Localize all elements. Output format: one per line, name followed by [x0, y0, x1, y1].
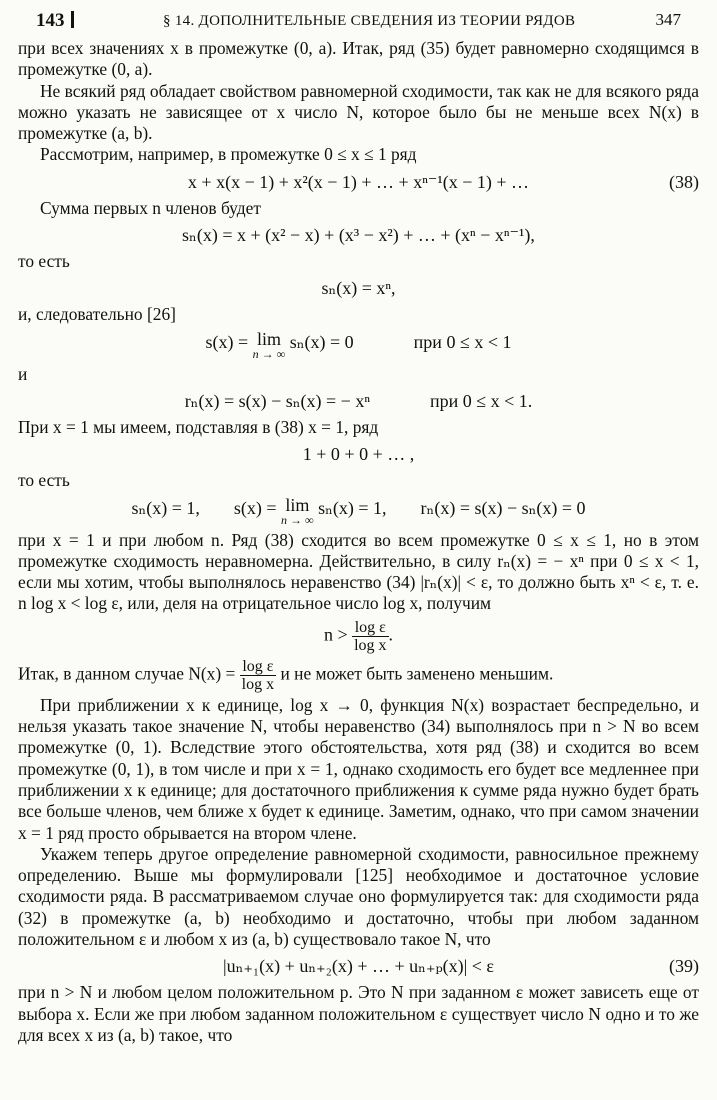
paragraph — [18, 658, 699, 693]
equation-condition: при 0 ≤ x < 1. — [430, 390, 533, 411]
paragraph: и, следовательно [26] — [18, 304, 176, 325]
equation-part — [234, 496, 387, 526]
lim-subscript: n → ∞ — [281, 512, 314, 527]
paragraph: при всех значениях x в промежутке (0, a). Итак, ряд (35) будет равномерно сходящимся в промежутке (0, a). — [18, 38, 699, 80]
paragraph: Не всякий ряд обладает свойством равномерной сходимости, так как не для всякого ряда можно указать не зависящее от x число N, которое было бы не меньше всех N(x) в промежутке (a, b). — [18, 80, 699, 144]
equation-39 — [18, 954, 699, 978]
equation-body: x + x(x − 1) + x²(x − 1) + … + xⁿ⁻¹(x − 1) + … — [187, 171, 530, 192]
equation-body: |uₙ₊₁(x) + uₙ₊₂(x) + … + uₙ₊ₚ(x)| < ε — [223, 956, 494, 977]
limit-operator — [253, 330, 286, 360]
equation-n-bound — [18, 619, 699, 654]
equation-part: sₙ(x) = 1, — [131, 497, 200, 518]
fraction-denominator: log x — [354, 636, 387, 654]
paragraph: Сумма первых n членов будет — [40, 197, 261, 218]
equation-body: rₙ(x) = s(x) − sₙ(x) = − xⁿ — [184, 390, 371, 411]
lim-subscript: n → ∞ — [252, 346, 286, 361]
page-number: 347 — [655, 10, 681, 29]
equation-38 — [18, 170, 699, 194]
equation-part: n > — [323, 624, 348, 645]
paragraph: При x = 1 мы имеем, подставляя в (38) x = 1, ряд — [18, 416, 379, 437]
equation-number: (38) — [669, 171, 699, 192]
paragraph: При приближении x к единице, log x → 0, функция N(x) возрастает беспредельно, и нельзя указать такое значение N, чтобы неравенство (34) выполнялось при n > N во всем промежутке (0, 1). Вследствие этого обстоятельства, хотя ряд (38) и сходится во всем промежутке (0, 1), в том числе и при x = 1, однако сходимость его будет все медленнее при приближении x к единице; для достаточного приближения к сумме ряда нужно будет брать все больше членов, чем ближе x будет к единице. Заметим, однако, что при самом значении x = 1 ряд просто обрывается на втором члене. — [18, 694, 699, 843]
fraction-numerator: log ε — [240, 658, 276, 676]
equation-limit — [18, 330, 699, 360]
lim-text: lim — [256, 328, 281, 349]
equation-subpart: sₙ(x) = 1, — [318, 497, 387, 518]
lim-text: lim — [285, 494, 310, 515]
running-header — [18, 0, 699, 38]
equation-body: sₙ(x) = x + (x² − x) + (x³ − x²) + … + (xⁿ − xⁿ⁻¹), — [182, 225, 535, 246]
equation-body — [206, 330, 354, 360]
paragraph: при n > N и любом целом положительном p. Это N при заданном ε может зависеть еще от выбора x. Если же при любом заданном положительном ε существует число N одно и то же для всех x из (a, b) такое, что — [18, 982, 699, 1045]
equation-body: sₙ(x) = xⁿ, — [321, 278, 396, 299]
page-ref: 143 — [36, 10, 74, 32]
equation-remainder — [18, 389, 699, 413]
equation-triple — [18, 496, 699, 526]
equation-ones — [18, 442, 699, 466]
fraction — [352, 619, 388, 654]
paragraph: то есть — [18, 470, 70, 491]
paragraph: то есть — [18, 251, 70, 272]
equation-sn — [18, 223, 699, 247]
fraction-denominator: log x — [241, 675, 275, 693]
text-run: Итак, в данном случае N(x) = — [18, 663, 236, 684]
paragraph: и — [18, 363, 28, 384]
text-run: и не может быть заменено меньшим. — [280, 663, 554, 684]
equation-number: (39) — [669, 956, 699, 977]
fraction — [240, 658, 276, 693]
paragraph: Укажем теперь другое определение равномерной сходимости, равносильное прежнему определению. Выше мы формулировали [125] необходимое и достаточное условие сходимости ряда. В рассматриваемом случае оно формулируется так: для сходимости ряда (32) в промежутке (a, b) необходимо и достаточно, чтобы при любом заданном положительном ε и любом x из (a, b) существовало такое N, что — [18, 843, 699, 950]
equation-part: sₙ(x) = 0 — [289, 331, 354, 352]
equation-body: 1 + 0 + 0 + … , — [302, 444, 415, 465]
paragraph: при x = 1 и при любом n. Ряд (38) сходится во всем промежутке 0 ≤ x ≤ 1, но в этом промежутке сходимость неравномерна. Действительно, в силу rₙ(x) = − xⁿ при 0 ≤ x < 1, если мы хотим, чтобы выполнялось неравенство (34) |rₙ(x)| < ε, то должно быть xⁿ < ε, т. е. n log x < log ε, или, деля на отрицательное число log x, получим — [18, 529, 699, 614]
equation-subpart: s(x) = — [233, 497, 277, 518]
limit-operator — [281, 496, 314, 526]
equation-condition: при 0 ≤ x < 1 — [413, 331, 512, 352]
equation-part: . — [388, 624, 394, 645]
equation-sn-simple — [18, 276, 699, 300]
section-title: § 14. ДОПОЛНИТЕЛЬНЫЕ СВЕДЕНИЯ ИЗ ТЕОРИИ РЯДОВ — [163, 13, 576, 29]
paragraph: Рассмотрим, например, в промежутке 0 ≤ x ≤ 1 ряд — [40, 144, 417, 165]
fraction-numerator: log ε — [352, 619, 388, 637]
equation-part: rₙ(x) = s(x) − sₙ(x) = 0 — [420, 497, 586, 518]
equation-part: s(x) = — [205, 331, 249, 352]
